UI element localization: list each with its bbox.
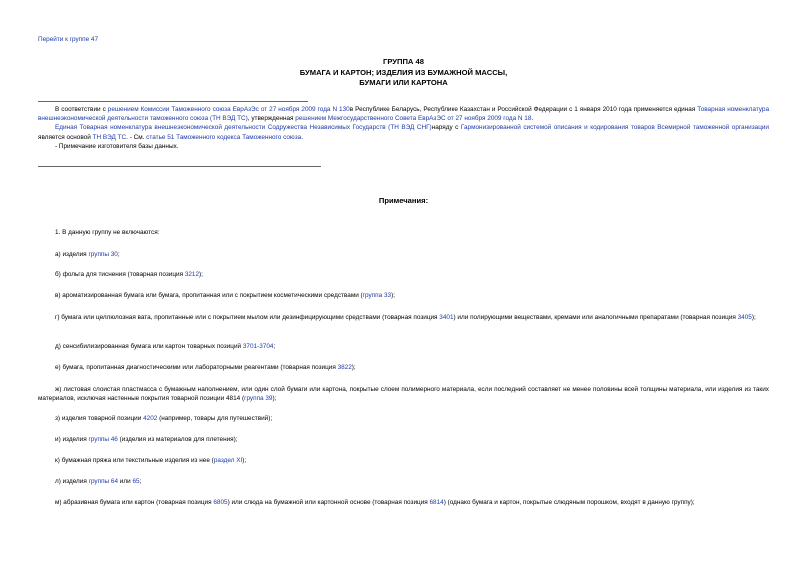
item-text: ж) листовая слоистая пластмасса с бумажным наполнением, или один слой бумаги или картона, покрытые слоем полимерного материала, если последний составляет не менее половины всей толщины материала, или изделия из таких материалов, исключая настенные покрытия товарной позиции 4814 ( [38, 386, 769, 403]
item-text: ); [272, 395, 277, 403]
group-65-link[interactable]: 65 [132, 478, 140, 485]
group-title [38, 57, 769, 89]
item-text: ); [351, 364, 356, 371]
group-33-link[interactable]: группа 33 [362, 292, 392, 299]
item-text: ); [391, 292, 395, 299]
item-text: ); [242, 457, 247, 464]
item-text: ) или полирующими веществами, кремами или аналогичными препаратами (товарная позиция [453, 314, 738, 321]
item-text: е) бумага, пропитанная диагностическими или лабораторными реагентами (товарная позиция [55, 364, 338, 371]
intro-text: . [301, 133, 303, 141]
title-line-3: БУМАГИ ИЛИ КАРТОНА [359, 78, 448, 88]
item-text: з) изделия товарной позиции [55, 415, 144, 422]
notes-heading: Примечания: [378, 196, 429, 205]
note-item-d [38, 342, 769, 351]
position-3405-link[interactable]: 3405 [737, 314, 752, 321]
item-text: ) (однако бумага и картон, покрытые слюдяным порошком, входят в данную группу); [443, 499, 695, 506]
title-line-1: ГРУППА 48 [383, 57, 424, 66]
group-30-link[interactable]: группы 30 [88, 251, 118, 258]
item-text: к) бумажная пряжа или текстильные изделия из нее ( [55, 457, 214, 464]
item-text: ); [199, 271, 203, 278]
item-text: д) сенсибилизированная бумага или картон товарных позиций [55, 343, 243, 350]
item-text: ); [751, 314, 756, 321]
note-item-l [38, 477, 769, 486]
tn-ved-ts-short-link[interactable]: ТН ВЭД ТС [92, 133, 127, 141]
commission-decision-link[interactable]: решением Комиссии Таможенного союза ЕврАзЭс от 27 ноября 2009 года N 130 [107, 106, 350, 113]
note-item-g [38, 313, 769, 322]
note-1: 1. В данную группу не включаются: [55, 229, 160, 236]
position-3212-link[interactable]: 3212 [184, 271, 200, 278]
note-item-m [38, 498, 769, 507]
group-64-link[interactable]: группы 64 [88, 478, 119, 485]
item-text: г) бумага или целлюлозная вата, пропитанные или с покрытием мылом или дезинфицирующими средствами (товарная позиция [55, 314, 440, 321]
note-item-b [38, 270, 769, 279]
position-6805-link[interactable]: 6805 [213, 499, 228, 506]
note-item-i [38, 435, 769, 444]
item-text: (изделия из материалов для плетения); [117, 436, 238, 443]
customs-code-article-51-link[interactable]: статье 51 Таможенного кодекса Таможенного союза [146, 133, 302, 141]
db-maker-note: - Примечание изготовителя базы данных. [55, 142, 179, 150]
intro-text: . - См. [126, 133, 147, 141]
note-item-z [38, 414, 769, 423]
group-39-link[interactable]: группа 39 [244, 395, 273, 403]
note-item-a [38, 250, 769, 259]
intro-text: . [531, 115, 534, 123]
council-decision-link[interactable]: решением Межгосударственного Совета ЕврАзЭС от 27 ноября 2009 года N 18 [295, 115, 532, 123]
item-text: ) или слюда на бумажной или картонной основе (товарная позиция [227, 499, 430, 506]
positions-3701-3704-link[interactable]: 3701-3704 [242, 343, 274, 350]
item-text: или [118, 478, 133, 485]
item-text: м) абразивная бумага или картон (товарная позиция [55, 499, 214, 506]
intro-text: В соответствии с [55, 106, 108, 113]
position-4202-link[interactable]: 4202 [143, 415, 158, 422]
title-line-2: БУМАГА И КАРТОН; ИЗДЕЛИЯ ИЗ БУМАЖНОЙ МАССЫ, [299, 67, 508, 77]
intro-text: , утвержденная [247, 115, 296, 123]
intro-text: наряду с [431, 124, 461, 132]
item-text: ; [117, 251, 120, 258]
note-item-e [38, 363, 769, 372]
item-text: л) изделия [55, 478, 89, 485]
note-item-zh [38, 385, 769, 403]
section-xi-link[interactable]: раздел XI [213, 457, 243, 464]
intro-paragraph-2 [38, 123, 769, 141]
group-46-link[interactable]: группы 46 [88, 436, 118, 443]
item-text: (например, товары для путешествий); [157, 415, 273, 422]
note-item-v [38, 291, 769, 300]
position-3401-link[interactable]: 3401 [439, 314, 454, 321]
tn-ved-sng-link[interactable]: Единая Товарная номенклатура внешнеэкономической деятельности Содружества Независимых Государств (ТН ВЭД СНГ) [55, 124, 432, 132]
item-text: а) изделия [55, 251, 89, 258]
intro-paragraph-1 [38, 105, 769, 123]
goto-group-47-link[interactable]: Перейти к группе 47 [38, 36, 99, 43]
tn-ved-ts-link[interactable]: Товарная номенклатура внешнеэкономической деятельности таможенного союза (ТН ВЭД ТС) [38, 106, 770, 123]
item-text: б) фольга для тиснения (товарная позиция [55, 271, 185, 278]
harmonized-system-link[interactable]: Гармонизированной системой описания и кодирования товаров Всемирной таможенной организации [460, 124, 769, 132]
item-text: и) изделия [55, 436, 89, 443]
footnote-separator-bottom [38, 166, 321, 167]
position-3822-link[interactable]: 3822 [337, 364, 352, 371]
footnote-separator-top [38, 101, 308, 102]
intro-note [38, 105, 769, 151]
item-text: ; [139, 478, 142, 485]
intro-text: является основой [38, 133, 93, 141]
item-text: в) ароматизированная бумага или бумага, пропитанная или с покрытием косметическими средствами ( [55, 292, 363, 299]
intro-text: в Республике Беларусь, Республике Казахстан и Российской Федерации с 1 января 2010 года применяется единая [349, 106, 698, 113]
position-6814-link[interactable]: 6814 [429, 499, 444, 506]
note-item-k [38, 456, 769, 465]
item-text: ; [273, 343, 276, 350]
